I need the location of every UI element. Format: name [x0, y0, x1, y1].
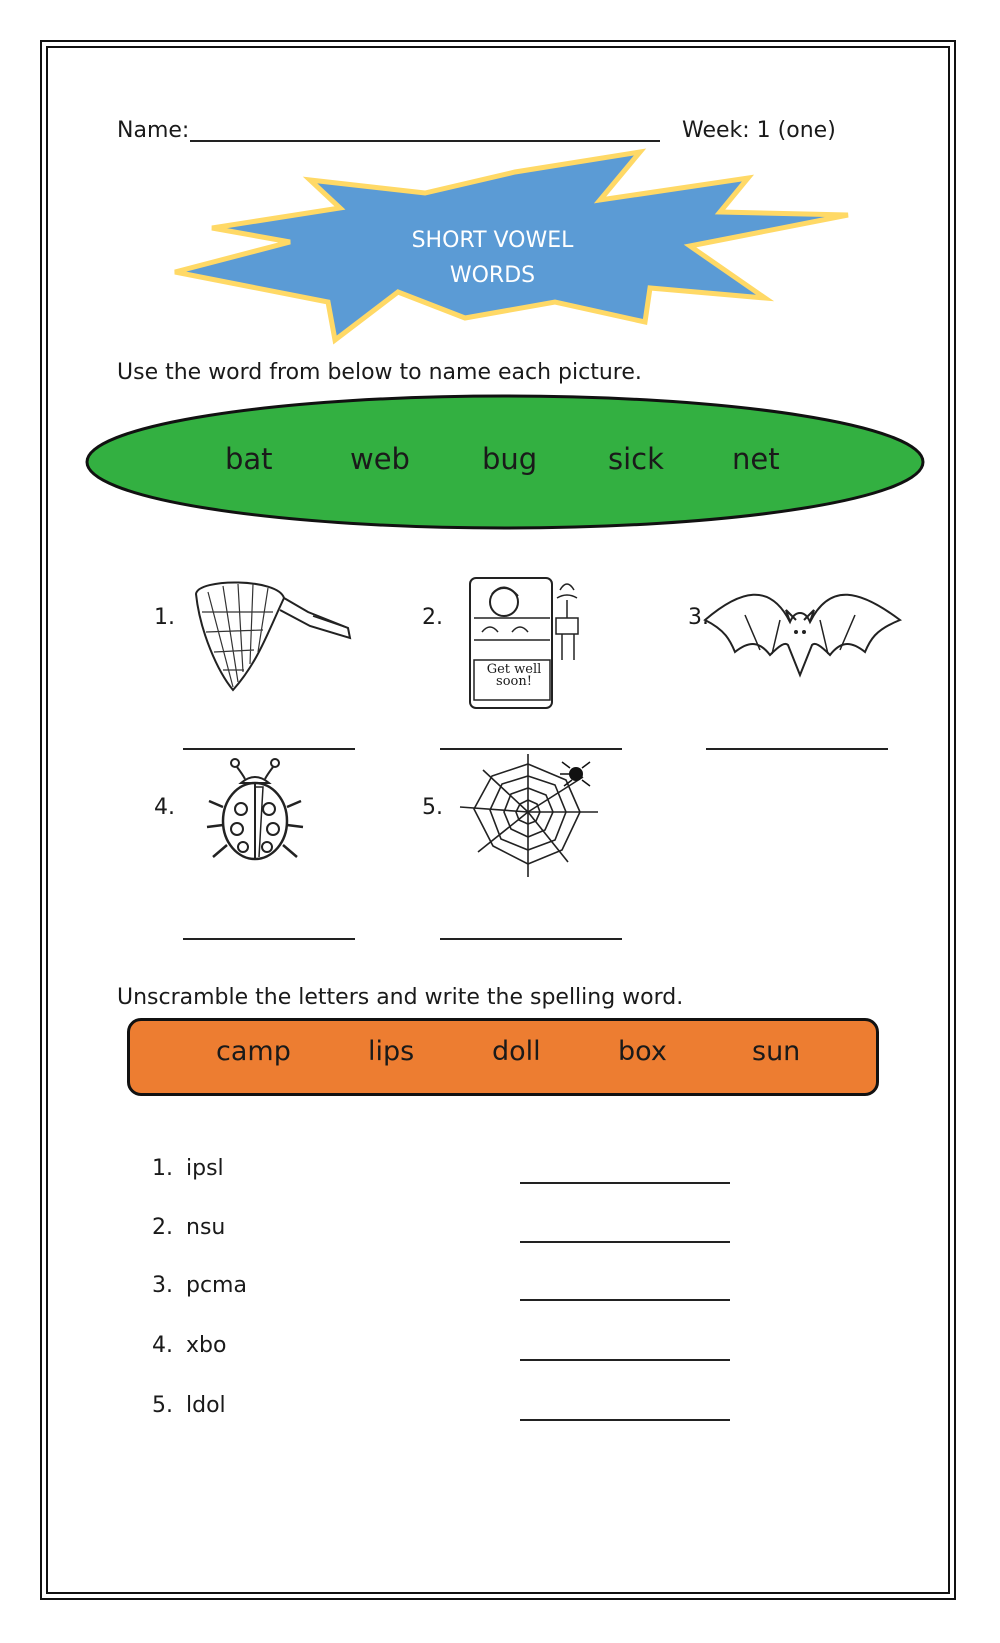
picture-number: 1. [154, 605, 175, 630]
starburst-banner [0, 0, 1000, 400]
word-bank-word: bat [225, 442, 273, 476]
ladybug-icon [205, 757, 325, 877]
picture-number: 2. [422, 605, 443, 630]
unscramble-item [152, 1156, 224, 1181]
picture-answer-line[interactable] [183, 748, 355, 750]
name-label: Name: [117, 118, 190, 143]
item-number: 2. [152, 1215, 173, 1240]
banner-title-line1: SHORT VOWEL [411, 228, 574, 253]
sign-caption: Get well soon! [486, 662, 542, 689]
word-bank-word: bug [482, 442, 538, 476]
spelling-word: lips [368, 1036, 415, 1067]
item-number: 1. [152, 1156, 173, 1181]
sick-child-in-bed-icon [462, 570, 592, 720]
scrambled-word: xbo [186, 1333, 227, 1358]
unscramble-item [152, 1333, 226, 1358]
word-bank-word: sick [608, 442, 664, 476]
word-bank-word: net [732, 442, 780, 476]
unscramble-item [152, 1273, 247, 1298]
week-label: Week: 1 (one) [682, 118, 836, 143]
bat-icon [700, 580, 910, 690]
spider-web-icon [458, 752, 608, 882]
banner-title-line2: WORDS [449, 263, 536, 288]
picture-answer-line[interactable] [440, 938, 622, 940]
unscramble-answer-line[interactable] [520, 1182, 730, 1184]
unscramble-item [152, 1393, 226, 1418]
spelling-word: camp [216, 1036, 291, 1067]
scrambled-word: pcma [186, 1273, 247, 1298]
picture-number: 5. [422, 795, 443, 820]
butterfly-net-icon [188, 572, 368, 702]
item-number: 3. [152, 1273, 173, 1298]
spelling-word: box [618, 1036, 667, 1067]
item-number: 5. [152, 1393, 173, 1418]
unscramble-instruction: Unscramble the letters and write the spelling word. [117, 985, 684, 1010]
word-bank-word: web [350, 442, 410, 476]
unscramble-answer-line[interactable] [520, 1241, 730, 1243]
picture-answer-line[interactable] [440, 748, 622, 750]
banner-title [380, 223, 605, 293]
scrambled-word: ldol [186, 1393, 226, 1418]
picture-instruction: Use the word from below to name each picture. [117, 360, 642, 385]
item-number: 4. [152, 1333, 173, 1358]
unscramble-answer-line[interactable] [520, 1359, 730, 1361]
unscramble-item [152, 1215, 225, 1240]
scrambled-word: nsu [186, 1215, 226, 1240]
unscramble-answer-line[interactable] [520, 1299, 730, 1301]
picture-number: 3. [688, 605, 709, 630]
picture-answer-line[interactable] [183, 938, 355, 940]
scrambled-word: ipsl [186, 1156, 224, 1181]
spelling-word: sun [752, 1036, 801, 1067]
unscramble-answer-line[interactable] [520, 1419, 730, 1421]
picture-number: 4. [154, 795, 175, 820]
word-bank-oval [0, 390, 1000, 590]
picture-answer-line[interactable] [706, 748, 888, 750]
spelling-word: doll [492, 1036, 541, 1067]
